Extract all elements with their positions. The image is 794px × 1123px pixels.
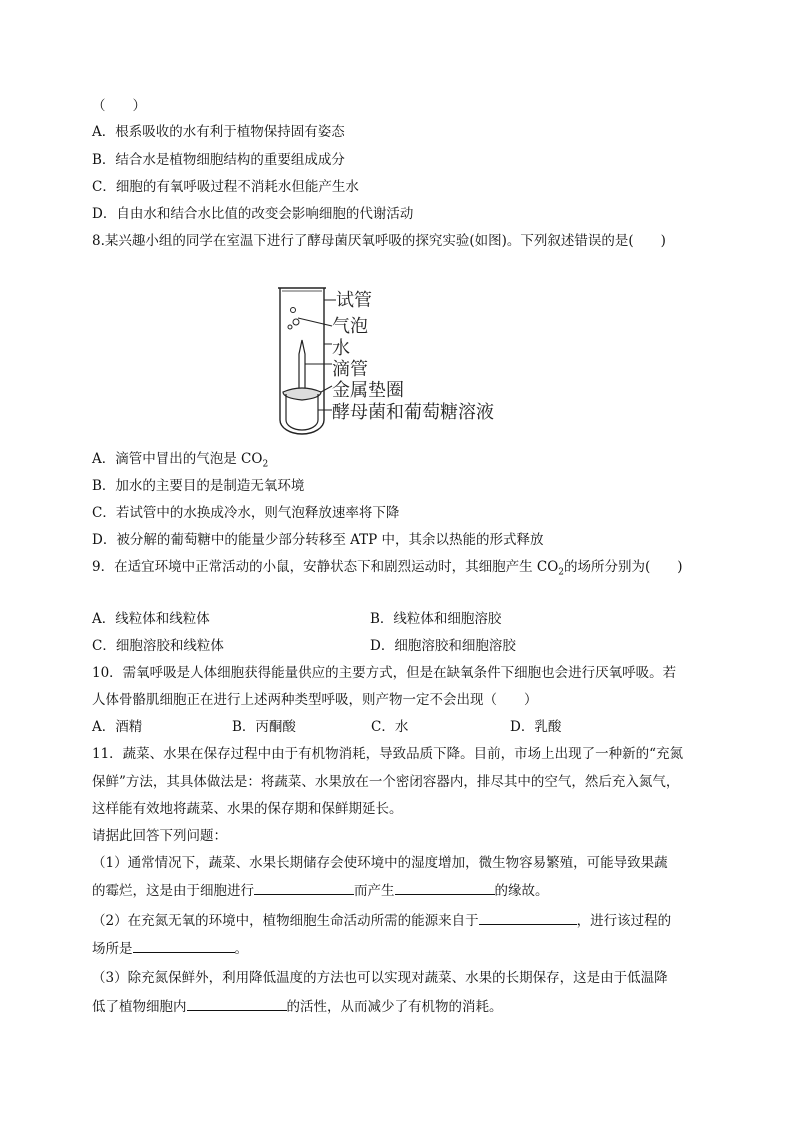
- answer-blank-4[interactable]: [133, 938, 235, 953]
- label-water: 水: [332, 338, 350, 359]
- q11-sub1-text-a: 的霉烂，这是由于细胞进行: [92, 883, 254, 899]
- answer-blank-2[interactable]: [395, 880, 495, 895]
- label-dropper: 滴管: [332, 359, 368, 380]
- q11-sub1-text-b: 而产生: [354, 883, 395, 899]
- answer-blank-3[interactable]: [479, 910, 577, 925]
- q8-option-a: [92, 449, 268, 475]
- q8-option-c: C．若试管中的水换成冷水，则气泡释放速率将下降: [92, 505, 400, 521]
- q9-stem-text: 9．在适宜环境中正常活动的小鼠，安静状态下和剧烈运动时，其细胞产生 CO: [92, 559, 559, 575]
- q11-sub3-line-2: [92, 996, 503, 1017]
- q10-option-a: A．酒精: [92, 719, 143, 735]
- q8-option-a-text: A．滴管中冒出的气泡是 CO: [92, 451, 263, 467]
- q11-sub1-line-2: [92, 880, 549, 901]
- q11-sub1-line-1: （1）通常情况下，蔬菜、水果长期储存会使环境中的湿度增加，微生物容易繁殖，可能导致果蔬: [92, 855, 668, 871]
- q10-option-b: B．丙酮酸: [232, 719, 296, 735]
- q9-option-c: C．细胞溶胶和线粒体: [92, 638, 224, 654]
- q11-sub2-text-c: 场所是: [92, 941, 133, 957]
- q11-para-line-2: 保鲜”方法，其具体做法是：将蔬菜、水果放在一个密闭容器内，排尽其中的空气，然后充入氮气，: [92, 774, 680, 790]
- test-tube-diagram: [270, 282, 530, 442]
- q9-stem-subscript: 2: [558, 567, 565, 578]
- answer-blank-5[interactable]: [187, 996, 287, 1011]
- test-tube-figure: [270, 282, 530, 442]
- q10-option-d: D．乳酸: [510, 719, 562, 735]
- q8-option-a-subscript: 2: [262, 459, 269, 470]
- q11-sub2-line-1: [92, 910, 671, 931]
- q9-option-d: D．细胞溶胶和细胞溶胶: [370, 638, 516, 654]
- q11-sub2-line-2: [92, 938, 248, 959]
- q8-option-d: D．被分解的葡萄糖中的能量少部分转移至 ATP 中，其余以热能的形式释放: [92, 532, 544, 548]
- q11-sub2-text-d: 。: [234, 941, 248, 957]
- q9-stem-suffix: 的场所分别为( ): [564, 559, 683, 575]
- q9-option-a: A．线粒体和线粒体: [92, 611, 210, 627]
- q11-sub3-text-a: 低了植物细胞内: [92, 999, 187, 1015]
- q7-option-d: D．自由水和结合水比值的改变会影响细胞的代谢活动: [92, 206, 414, 222]
- q10-line-2: 人体骨骼肌细胞正在进行上述两种类型呼吸，则产物一定不会出现（ ）: [92, 692, 538, 708]
- q7-option-a: A．根系吸收的水有利于植物保持固有姿态: [92, 124, 345, 140]
- q11-sub3-text-b: 的活性，从而减少了有机物的消耗。: [286, 999, 503, 1015]
- q7-option-c: C．细胞的有氧呼吸过程不消耗水但能产生水: [92, 179, 359, 195]
- q11-sub3-line-1: （3）除充氮保鲜外，利用降低温度的方法也可以实现对蔬菜、水果的长期保存，这是由于低温降: [92, 970, 668, 986]
- label-yeast-glucose-solution: 酵母菌和葡萄糖溶液: [332, 402, 494, 423]
- answer-blank-1[interactable]: [254, 880, 354, 895]
- q9-stem: [92, 557, 683, 583]
- q10-line-1: 10．需氧呼吸是人体细胞获得能量供应的主要方式，但是在缺氧条件下细胞也会进行厌氧呼吸。若: [92, 665, 677, 681]
- label-bubble: 气泡: [332, 316, 368, 337]
- q9-option-b: B．线粒体和细胞溶胶: [370, 611, 502, 627]
- label-test-tube: 试管: [336, 290, 372, 311]
- q8-stem: 8.某兴趣小组的同学在室温下进行了酵母菌厌氧呼吸的探究实验(如图)。下列叙述错误的是( ): [92, 233, 666, 249]
- q11-sub2-text-a: （2）在充氮无氧的环境中，植物细胞生命活动所需的能源来自于: [92, 913, 479, 929]
- q8-option-b: B．加水的主要目的是制造无氧环境: [92, 478, 305, 494]
- q10-option-c: C．水: [371, 719, 409, 735]
- q11-para-line-3: 这样能有效地将蔬菜、水果的保存期和保鲜期延长。: [92, 801, 403, 817]
- label-metal-washer: 金属垫圈: [332, 380, 404, 401]
- q11-para-line-1: 11．蔬菜、水果在保存过程中由于有机物消耗，导致品质下降。目前，市场上出现了一种新的“充氮: [92, 746, 684, 762]
- q11-sub1-text-c: 的缘故。: [494, 883, 549, 899]
- q11-sub2-text-b: ，进行该过程的: [576, 913, 672, 929]
- q11-prompt: 请据此回答下列问题：: [92, 828, 227, 844]
- q7-stem: （ ）: [92, 98, 146, 114]
- q7-option-b: B．结合水是植物细胞结构的重要组成成分: [92, 152, 345, 168]
